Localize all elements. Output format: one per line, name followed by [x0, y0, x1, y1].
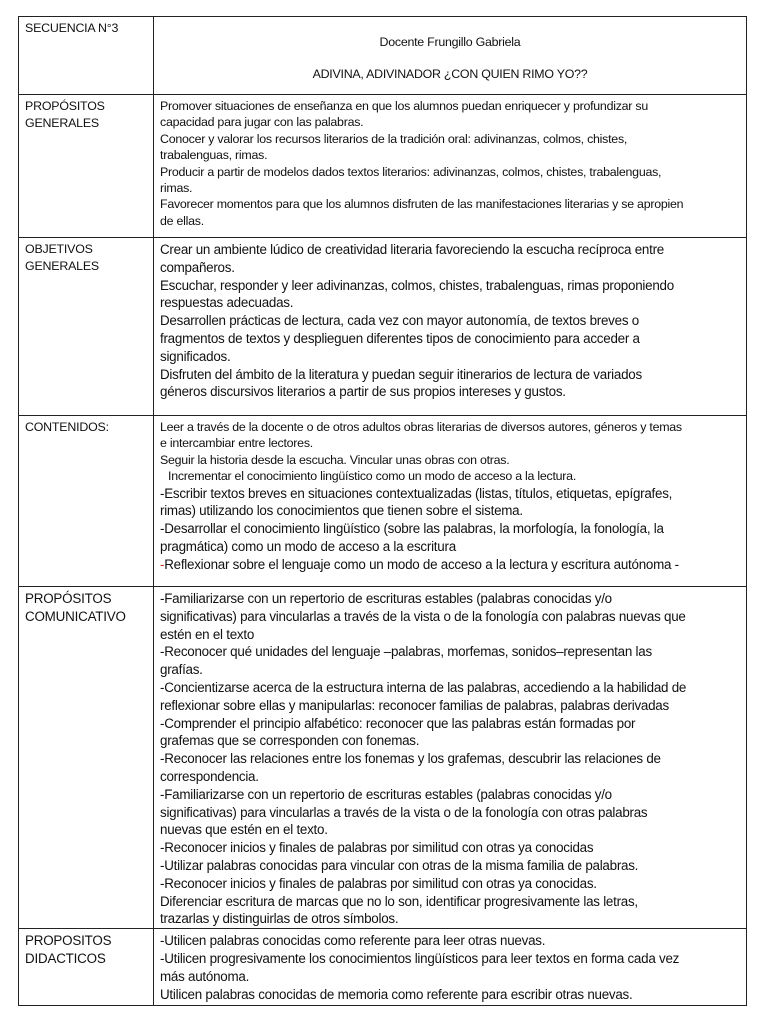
text-line: -Familiarizarse con un repertorio de escrituras estables (palabras conocidas y/o: [160, 591, 612, 606]
text-line: Seguir la historia desde la escucha. Vincular unas obras con otras.: [160, 452, 510, 467]
text-line: reflexionar sobre ellas y manipularlas: reconocer familias de palabras, palabras derivadas: [160, 697, 669, 713]
text-line: significativas) para vincularlas a través de la vista o de la fonología con otras palabras: [160, 804, 648, 820]
contenidos-content: [154, 416, 747, 587]
red-dash-mark: -: [160, 556, 165, 572]
row-label-line: PROPÓSITOS: [25, 591, 112, 606]
text-line: Diferenciar escritura de marcas que no lo son, identificar progresivamente las letras,: [160, 893, 638, 909]
text-line: Utilicen palabras conocidas de memoria como referente para escribir otras nuevas.: [160, 986, 633, 1002]
text-line: significativas) para vincularlas a través de la vista o de la fonología con palabras nuevas que: [160, 608, 686, 624]
propositos-comunicativo-row: [19, 587, 747, 929]
row-label-line: CONTENIDOS:: [25, 420, 109, 434]
text-line: Conocer y valorar los recursos literarios de la tradición oral: adivinanzas, colmos, chistes,: [160, 131, 628, 146]
text-line: e intercambiar entre lectores.: [160, 436, 313, 451]
propositos-comunicativo-content: [154, 587, 747, 929]
contenidos-label-cell: [19, 416, 154, 587]
text-line: compañeros.: [160, 259, 235, 275]
row-label-line: COMUNICATIVO: [25, 608, 126, 624]
text-line: -Utilizar palabras conocidas para vincular con otras de la misma familia de palabras.: [160, 857, 639, 873]
text-line: pragmática) como un modo de acceso a la escritura: [160, 539, 456, 555]
text-line: Favorecer momentos para que los alumnos disfruten de las manifestaciones literarias y se apropien: [160, 197, 684, 212]
propositos-generales-label-cell: [19, 95, 154, 238]
text-line: estén en el texto: [160, 626, 255, 642]
text-line: Disfruten del ámbito de la literatura y puedan seguir itinerarios de lectura de variados: [160, 366, 642, 382]
text-line: Producir a partir de modelos dados textos literarios: adivinanzas, colmos, chistes, trabalenguas,: [160, 164, 662, 179]
text-line: -Reconocer inicios y finales de palabras por similitud con otras ya conocidas: [160, 840, 594, 856]
text-line: Desarrollen prácticas de lectura, cada vez con mayor autonomía, de textos breves o: [160, 313, 639, 329]
text-line-last: [160, 556, 740, 574]
row-label-line: GENERALES: [25, 116, 99, 130]
objetivos-generales-row: [19, 238, 747, 416]
text-line: -Reconocer qué unidades del lenguaje –palabras, morfemas, sonidos–representan las: [160, 644, 652, 660]
text-line: respuestas adecuadas.: [160, 295, 294, 311]
text-line: trazarlas y distinguirlas de otros símbolos.: [160, 911, 399, 927]
text-line: Incrementar el conocimiento lingüístico como un modo de acceso a la lectura.: [168, 469, 577, 484]
text-line: significados.: [160, 348, 231, 364]
propositos-didacticos-row: [19, 929, 747, 1006]
row-label-line: OBJETIVOS: [25, 242, 93, 256]
propositos-didacticos-content: [154, 929, 747, 1006]
row-label-line: PROPOSITOS: [25, 933, 112, 949]
text-line: Leer a través de la docente o de otros adultos obras literarias de diversos autores, géneros y temas: [160, 420, 682, 434]
text-line: -Reconocer inicios y finales de palabras por similitud con otras ya conocidas.: [160, 875, 597, 891]
propositos-didacticos-label-cell: [19, 929, 154, 1006]
text-line: Promover situaciones de enseñanza en que los alumnos puedan enriquecer y profundizar su: [160, 99, 648, 113]
text-line: capacidad para jugar con las palabras.: [160, 115, 364, 130]
propositos-generales-content: [154, 95, 747, 238]
sequence-title: ADIVINA, ADIVINADOR ¿CON QUIEN RIMO YO??: [312, 67, 588, 81]
text-line: -Reconocer las relaciones entre los fonemas y los grafemas, descubrir las relaciones de: [160, 751, 661, 767]
text-line: -Concientizarse acerca de la estructura interna de las palabras, accediendo a la habilidad de: [160, 679, 687, 695]
text-line: rimas) utilizando los conocimientos que tienen sobre el sistema.: [160, 503, 523, 519]
sequence-number-cell: [19, 17, 154, 95]
text-line: -Familiarizarse con un repertorio de escrituras estables (palabras conocidas y/o: [160, 786, 612, 802]
text-line: rimas.: [160, 181, 193, 196]
objetivos-generales-label-cell: [19, 238, 154, 416]
header-row: [19, 17, 747, 95]
text-line: -Utilicen palabras conocidas como referente para leer otras nuevas.: [160, 933, 546, 949]
text-line: nuevas que estén en el texto.: [160, 822, 328, 838]
text-line: fragmentos de textos y desplieguen diferentes tipos de conocimiento para acceder a: [160, 330, 640, 346]
text-line: -Comprender el principio alfabético: reconocer que las palabras están formadas por: [160, 715, 636, 731]
text-line: géneros discursivos literarios a partir de sus propios intereses y gustos.: [160, 384, 566, 400]
sequence-number-label: SECUENCIA N°3: [25, 21, 119, 35]
objetivos-generales-content: [154, 238, 747, 416]
contenidos-row: [19, 416, 747, 587]
row-label-line: GENERALES: [25, 259, 99, 273]
row-label-line: PROPÓSITOS: [25, 99, 105, 113]
text-line: Crear un ambiente lúdico de creatividad literaria favoreciendo la escucha recíproca entre: [160, 242, 664, 257]
row-label-line: DIDACTICOS: [25, 950, 106, 966]
text-line: -Desarrollar el conocimiento lingüístico (sobre las palabras, la morfología, la fonología, la: [160, 521, 664, 537]
text-line: correspondencia.: [160, 768, 259, 784]
propositos-comunicativo-label-cell: [19, 587, 154, 929]
text-line: grafías.: [160, 662, 203, 678]
propositos-generales-row: [19, 95, 747, 238]
text-line: de ellas.: [160, 213, 204, 228]
sequence-table: [18, 16, 747, 1006]
text-line: trabalenguas, rimas.: [160, 148, 268, 163]
teacher-name: Docente Frungillo Gabriela: [379, 35, 521, 49]
text-fragment: Reflexionar sobre el lenguaje como un modo de acceso a la lectura y escritura autónoma -: [164, 556, 679, 572]
text-line: Escuchar, responder y leer adivinanzas, colmos, chistes, trabalenguas, rimas proponiendo: [160, 277, 674, 293]
text-line: -Utilicen progresivamente los conocimientos lingüísticos para leer textos en forma cada vez: [160, 950, 680, 966]
text-line: grafemas que se corresponden con fonemas.: [160, 733, 420, 749]
header-content-cell: [154, 17, 747, 95]
text-line: -Escribir textos breves en situaciones contextualizadas (listas, títulos, etiquetas, epígrafes,: [160, 485, 673, 501]
text-line: más autónoma.: [160, 968, 250, 984]
